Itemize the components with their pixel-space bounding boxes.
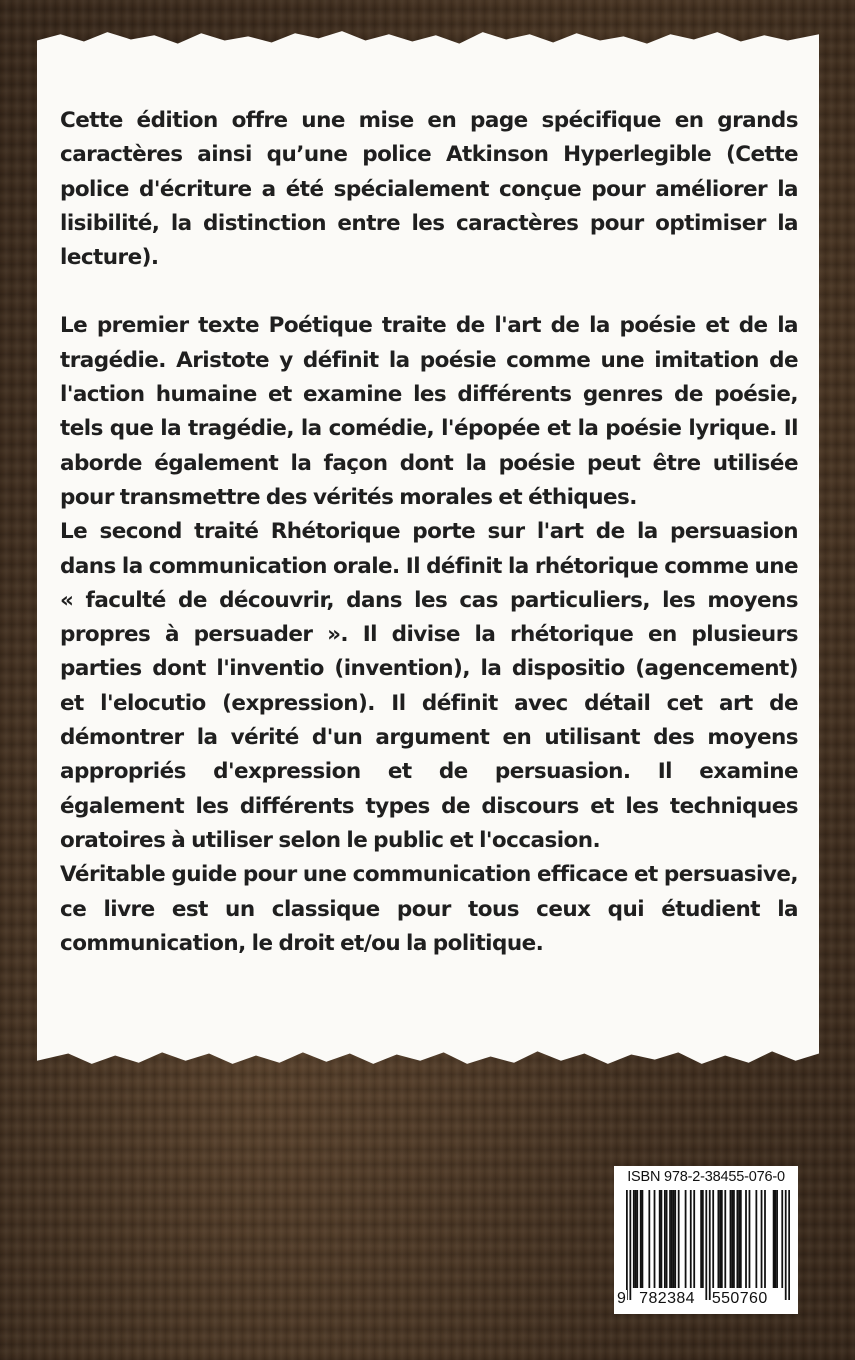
barcode-bar — [740, 1190, 742, 1288]
barcode-bar — [717, 1190, 719, 1288]
barcode-bar — [685, 1190, 687, 1288]
barcode-bar — [745, 1190, 747, 1288]
barcode-bar — [738, 1190, 740, 1288]
barcode-bar — [730, 1190, 732, 1288]
barcode-bar — [736, 1190, 738, 1288]
barcode-bar — [781, 1190, 783, 1288]
barcode-bar — [671, 1190, 673, 1288]
paragraph-spacer — [60, 275, 798, 309]
paragraph-edition-note: Cette édition offre une mise en page spécifique en grands caractères ainsi qu’une police Atkinson Hyperlegible (Cette police d'écriture a été spécialement conçue pour améliorer la lisibilité, la distinction entre les caractères pour optimiser la lecture). — [60, 108, 798, 271]
barcode-guard-bar — [705, 1190, 707, 1300]
barcode-bar — [661, 1190, 663, 1288]
barcode-bar — [664, 1190, 666, 1288]
barcode-bar — [721, 1190, 723, 1288]
barcode-bar — [666, 1190, 668, 1288]
barcode-bar — [773, 1190, 775, 1288]
isbn-barcode-box — [614, 1166, 798, 1314]
barcode-bar — [700, 1190, 702, 1288]
barcode-bar — [712, 1190, 714, 1288]
barcode-bar — [669, 1190, 671, 1288]
barcode-bar — [733, 1190, 735, 1288]
barcode-guard-bar — [626, 1190, 628, 1300]
barcode-bar — [774, 1190, 776, 1288]
barcode-bar — [654, 1190, 656, 1288]
barcode-bar — [776, 1190, 778, 1288]
barcode-bar — [674, 1190, 676, 1288]
barcode-bar — [761, 1190, 763, 1288]
barcode-bar — [719, 1190, 721, 1288]
barcode-bar — [635, 1190, 637, 1288]
ean-left-group: 782384 — [639, 1290, 695, 1307]
ean-right-group: 550760 — [711, 1290, 768, 1307]
paragraph-poetique: Le premier texte Poétique traite de l'art de la poésie et de la tragédie. Aristote y définit la poésie comme une imitation de l'action humaine et examine les différents genres de poésie, tels que la tragédie, la comédie, l'épopée et la poésie lyrique. Il aborde également la façon dont la poésie peut être utilisée pour transmettre des vérités morales et éthiques. — [60, 313, 798, 510]
barcode-bar — [648, 1190, 650, 1288]
barcode-bar — [749, 1190, 751, 1288]
barcode-bar — [731, 1190, 733, 1288]
barcode-bar — [702, 1190, 704, 1288]
barcode-bar — [636, 1190, 638, 1288]
barcode-bar — [764, 1190, 766, 1288]
barcode-guard-bar — [785, 1190, 787, 1300]
barcode-guard-bar — [629, 1190, 631, 1300]
barcode-bars — [626, 1190, 790, 1300]
paragraph-conclusion: Véritable guide pour une communication efficace et persuasive, ce livre est un classique pour tous ceux qui étudient la communication, le droit et/ou la politique. — [60, 862, 798, 956]
barcode-bar — [690, 1190, 692, 1288]
barcode-bar — [693, 1190, 695, 1288]
barcode-bar — [673, 1190, 675, 1288]
barcode-guard-bar — [709, 1190, 711, 1300]
barcode-bar — [755, 1190, 757, 1288]
barcode-bar — [678, 1190, 680, 1288]
barcode-guard-bar — [788, 1190, 790, 1300]
isbn-label: ISBN 978-2-38455-076-0 — [627, 1169, 785, 1185]
barcode-bar — [640, 1190, 642, 1288]
barcode-bar — [724, 1190, 726, 1288]
ean-first-digit: 9 — [617, 1290, 627, 1307]
back-cover-blurb — [60, 104, 798, 961]
barcode-bar — [642, 1190, 644, 1288]
paragraph-rhetorique: Le second traité Rhétorique porte sur l'art de la persuasion dans la communication orale. Il définit la rhétorique comme une « faculté de découvrir, dans les cas particuliers, les moyens propres à persuader ». Il divise la rhétorique en plusieurs parties dont l'inventio (invention), la dispositio (agencement) et l'elocutio (expression). Il définit avec détail cet art de démontrer la vérité d'un argument en utilisant des moyens appropriés d'expression et de persuasion. Il examine également les différents types de discours et les techniques oratoires à utiliser selon le public et l'occasion. — [60, 519, 798, 853]
ean-digits — [616, 1290, 796, 1308]
barcode-bar — [659, 1190, 661, 1288]
barcode-bar — [633, 1190, 635, 1288]
